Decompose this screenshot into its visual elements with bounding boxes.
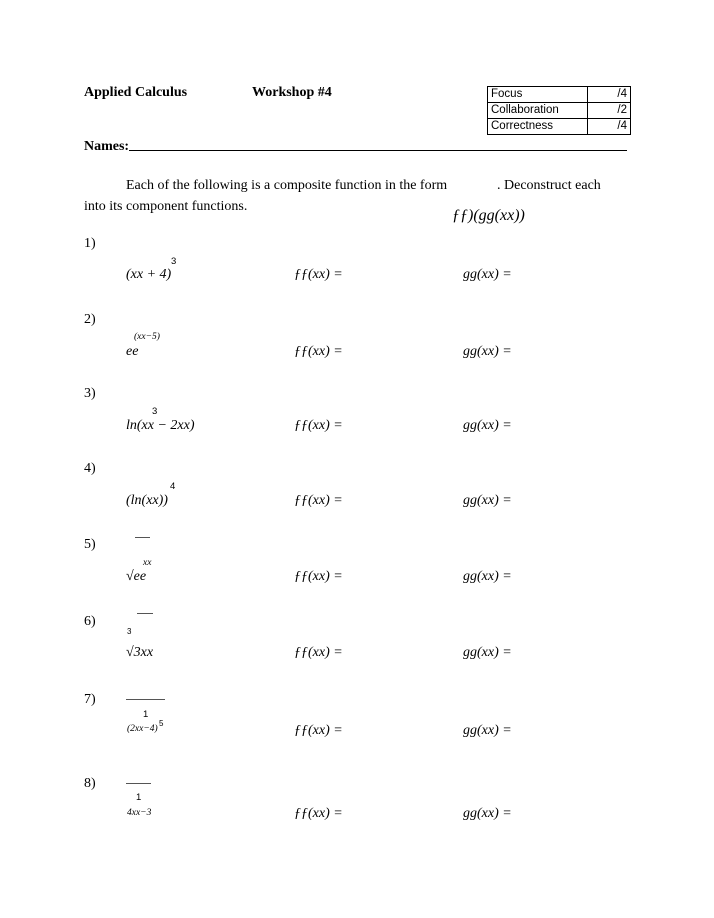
rubric-points: /4 (588, 119, 631, 135)
problem-numerator: 1 (143, 709, 149, 720)
problem-exponent: xx (143, 558, 152, 568)
problem-expression: ln(xx − 2xx) (126, 418, 195, 433)
problem-number: 5) (84, 537, 96, 552)
rubric-table (487, 86, 631, 135)
rubric-row (488, 119, 631, 135)
problem-number: 6) (84, 614, 96, 629)
problem-expression: (xx + 4) (126, 267, 172, 282)
rubric-points: /2 (588, 103, 631, 119)
radical-bar (135, 537, 150, 538)
composite-form-expression: ƒƒ)(gg(xx)) (452, 207, 525, 224)
problem-numerator: 1 (136, 792, 142, 803)
rubric-row (488, 87, 631, 103)
problem-exponent: (xx−5) (134, 332, 160, 342)
rubric-label: Collaboration (488, 103, 588, 119)
problem-exponent: 5 (159, 719, 164, 728)
f-answer-label: ƒƒ(xx) = (294, 267, 343, 282)
fraction-bar (126, 783, 151, 784)
names-label: Names: (84, 139, 130, 154)
g-answer-label: gg(xx) = (463, 645, 512, 660)
rubric-label: Focus (488, 87, 588, 103)
problem-denominator: 4xx−3 (127, 808, 152, 818)
g-answer-label: gg(xx) = (463, 344, 512, 359)
rubric-points: /4 (588, 87, 631, 103)
f-answer-label: ƒƒ(xx) = (294, 493, 343, 508)
problem-expression: (ln(xx)) (126, 493, 168, 508)
problem-exponent: 3 (171, 256, 177, 267)
f-answer-label: ƒƒ(xx) = (294, 723, 343, 738)
rubric-row (488, 103, 631, 119)
g-answer-label: gg(xx) = (463, 267, 512, 282)
g-answer-label: gg(xx) = (463, 569, 512, 584)
workshop-title: Workshop #4 (252, 85, 332, 100)
problem-number: 2) (84, 312, 96, 327)
problem-expression: √ee (126, 569, 147, 584)
problem-number: 4) (84, 461, 96, 476)
f-answer-label: ƒƒ(xx) = (294, 569, 343, 584)
problem-number: 7) (84, 692, 96, 707)
g-answer-label: gg(xx) = (463, 493, 512, 508)
fraction-bar (126, 699, 165, 700)
g-answer-label: gg(xx) = (463, 806, 512, 821)
course-title: Applied Calculus (84, 85, 188, 100)
problem-denominator: (2xx−4) (127, 724, 158, 734)
radical-bar (137, 613, 153, 614)
instructions-line-2: into its component functions. (84, 199, 248, 214)
f-answer-label: ƒƒ(xx) = (294, 418, 343, 433)
problem-exponent: 3 (152, 406, 158, 417)
f-answer-label: ƒƒ(xx) = (294, 806, 343, 821)
instructions-line-1: Each of the following is a composite function in the form (126, 178, 448, 193)
problem-exponent: 3 (127, 627, 132, 636)
problem-expression: ee (126, 344, 139, 359)
names-blank-line[interactable] (129, 150, 627, 151)
problem-number: 3) (84, 386, 96, 401)
g-answer-label: gg(xx) = (463, 723, 512, 738)
problem-expression: √3xx (126, 645, 154, 660)
problem-exponent: 4 (170, 481, 176, 492)
f-answer-label: ƒƒ(xx) = (294, 344, 343, 359)
problem-number: 8) (84, 776, 96, 791)
rubric-label: Correctness (488, 119, 588, 135)
f-answer-label: ƒƒ(xx) = (294, 645, 343, 660)
problem-number: 1) (84, 236, 96, 251)
g-answer-label: gg(xx) = (463, 418, 512, 433)
instructions-line-1-end: . Deconstruct each (497, 178, 601, 193)
